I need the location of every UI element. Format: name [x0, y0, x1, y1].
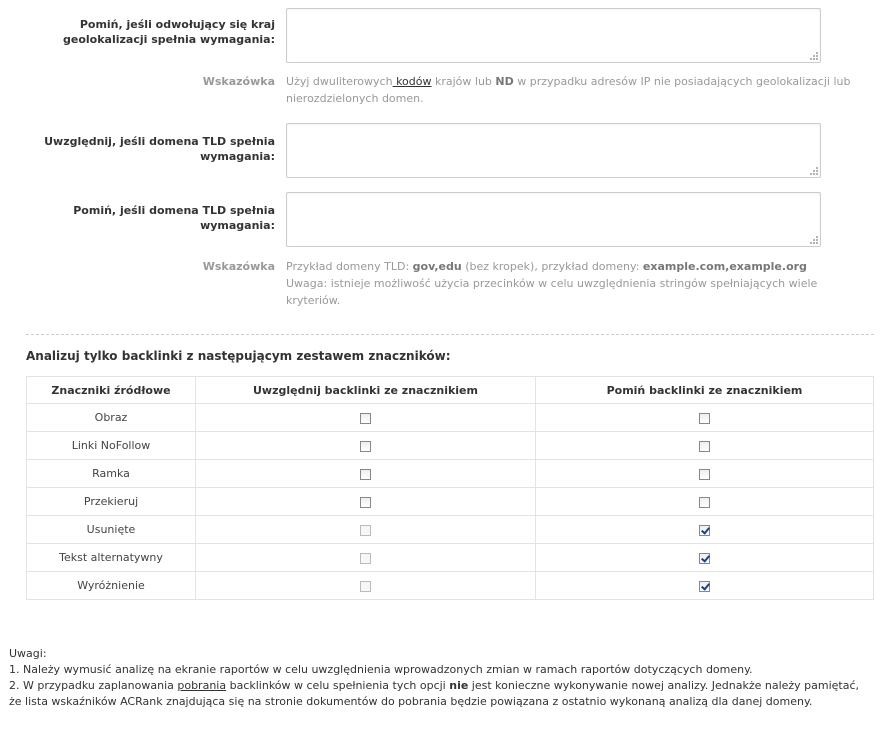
- include-cell: [196, 488, 536, 516]
- tld-hint-part1: Przykład domeny TLD:: [286, 260, 413, 273]
- include-checkbox: [360, 581, 371, 592]
- col-header-include: Uwzględnij backlinki ze znacznikiem: [196, 377, 536, 404]
- include-cell: [196, 544, 536, 572]
- tag-name: Usunięte: [27, 516, 196, 544]
- table-row: [27, 432, 874, 460]
- tld-hint-part2: (bez kropek), przykład domeny:: [461, 260, 643, 273]
- tags-section-title: Analizuj tylko backlinki z następującym zestawem znaczników:: [26, 349, 451, 363]
- table-row: [27, 488, 874, 516]
- include-checkbox: [360, 553, 371, 564]
- exclude-checkbox[interactable]: [699, 553, 710, 564]
- exclude-checkbox[interactable]: [699, 497, 710, 508]
- exclude-checkbox[interactable]: [699, 469, 710, 480]
- exclude-cell: [536, 488, 874, 516]
- include-cell: [196, 572, 536, 600]
- resize-grip-icon[interactable]: [810, 236, 818, 244]
- table-row: [27, 572, 874, 600]
- exclude-checkbox[interactable]: [699, 581, 710, 592]
- table-row: [27, 516, 874, 544]
- col-header-source-tags: Znaczniki źródłowe: [27, 377, 196, 404]
- include-cell: [196, 404, 536, 432]
- tld-hint-note: Uwaga: istnieje możliwość użycia przecinków w celu uwzględnienia stringów spełniających wiele kryteriów.: [286, 277, 818, 307]
- exclude-checkbox[interactable]: [699, 413, 710, 424]
- table-row: [27, 460, 874, 488]
- geo-hint-pre: Użyj dwuliterowych: [286, 75, 393, 88]
- note-2-post: jest konieczne wykonywanie nowej analizy. Jednakże należy pamiętać, że lista wskaźników ACRank znajdująca się na stronie dokumentów do pobrania będzie powiązana z ostatnio wykonaną analizą dla danej domeny.: [9, 679, 860, 708]
- geo-hint-mid: krajów lub: [431, 75, 496, 88]
- tld-exclude-label: Pomiń, jeśli domena TLD spełnia wymagania:: [73, 204, 275, 232]
- include-checkbox[interactable]: [360, 413, 371, 424]
- tld-exclude-textarea[interactable]: [286, 192, 821, 247]
- tags-table: [26, 376, 874, 600]
- include-checkbox: [360, 525, 371, 536]
- include-checkbox[interactable]: [360, 441, 371, 452]
- exclude-cell: [536, 460, 874, 488]
- note-2-pre: 2. W przypadku zaplanowania: [9, 679, 178, 692]
- tld-include-label: Uwzględnij, jeśli domena TLD spełnia wymagania:: [44, 135, 275, 163]
- download-link[interactable]: pobrania: [177, 679, 227, 692]
- tld-hint-example-tld: gov,edu: [412, 260, 462, 273]
- geo-exclude-label: Pomiń, jeśli odwołujący się kraj geolokalizacji spełnia wymagania:: [63, 18, 275, 46]
- geo-hint-post: w przypadku adresów IP nie posiadających geolokalizacji lub nierozdzielonych domen.: [286, 75, 851, 105]
- notes-title: Uwagi:: [9, 647, 47, 660]
- resize-grip-icon[interactable]: [810, 52, 818, 60]
- tag-name: Wyróżnienie: [27, 572, 196, 600]
- tld-hint-label: Wskazówka: [202, 260, 275, 273]
- tld-hint-text: [286, 258, 861, 309]
- exclude-cell: [536, 572, 874, 600]
- note-2-bold: nie: [449, 679, 469, 692]
- exclude-cell: [536, 404, 874, 432]
- table-row: [27, 544, 874, 572]
- geo-hint-label: Wskazówka: [202, 75, 275, 88]
- note-2-mid: backlinków w celu spełnienia tych opcji: [226, 679, 450, 692]
- tag-name: Tekst alternatywny: [27, 544, 196, 572]
- exclude-cell: [536, 516, 874, 544]
- section-divider: [26, 334, 874, 335]
- exclude-checkbox[interactable]: [699, 525, 710, 536]
- note-1: 1. Należy wymusić analizę na ekranie raportów w celu uwzględnienia wprowadzonych zmian w ramach raportów dotyczących domeny.: [9, 663, 753, 676]
- exclude-cell: [536, 432, 874, 460]
- tag-name: Przekieruj: [27, 488, 196, 516]
- geo-hint-text: [286, 73, 861, 107]
- note-2: [9, 678, 869, 710]
- include-checkbox[interactable]: [360, 497, 371, 508]
- include-checkbox[interactable]: [360, 469, 371, 480]
- geo-hint-nd: ND: [495, 75, 514, 88]
- col-header-exclude: Pomiń backlinki ze znacznikiem: [536, 377, 874, 404]
- include-cell: [196, 516, 536, 544]
- geo-exclude-textarea[interactable]: [286, 8, 821, 63]
- tag-name: Ramka: [27, 460, 196, 488]
- tld-hint-example-domain: example.com,example.org: [642, 260, 807, 273]
- include-cell: [196, 432, 536, 460]
- tld-include-textarea[interactable]: [286, 123, 821, 178]
- include-cell: [196, 460, 536, 488]
- exclude-cell: [536, 544, 874, 572]
- exclude-checkbox[interactable]: [699, 441, 710, 452]
- table-row: [27, 404, 874, 432]
- tags-table-header: [27, 377, 874, 404]
- tag-name: Obraz: [27, 404, 196, 432]
- resize-grip-icon[interactable]: [810, 167, 818, 175]
- country-codes-link[interactable]: kodów: [392, 75, 432, 88]
- notes-block: [9, 646, 869, 710]
- tag-name: Linki NoFollow: [27, 432, 196, 460]
